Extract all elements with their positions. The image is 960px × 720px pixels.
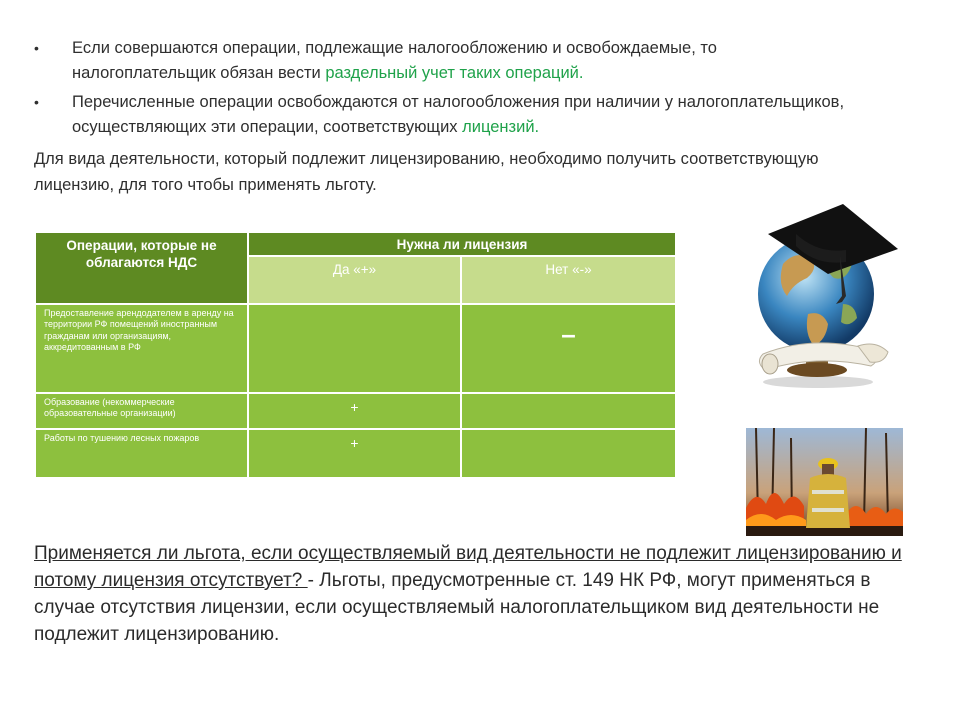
no-cell (461, 393, 676, 429)
bottom-answer: - Льготы, предусмотренные ст. 149 НК РФ, могут применяться в случае отсутствия лицензии, если осуществляемый налогоплательщиком вид деятельности не подлежит лицензированию. (34, 570, 880, 645)
bullet-text: Перечисленные операции освобождаются от налогообложения при наличии у налогоплательщиков, осуществляющих эти операции, соответствующих (72, 93, 845, 136)
col-license-header: Нужна ли лицензия (248, 232, 676, 256)
operations-table (34, 231, 677, 479)
col-operations-header: Операции, которые не облагаются НДС (35, 232, 248, 304)
yes-cell (248, 304, 461, 393)
table-row (35, 393, 676, 429)
bullet-dot-icon: • (34, 94, 39, 110)
no-cell (461, 429, 676, 478)
no-cell: – (461, 304, 676, 393)
table-row (35, 304, 676, 393)
bottom-text (34, 540, 914, 648)
globe-graduation-image (748, 194, 908, 394)
bullet-item (34, 36, 854, 86)
bullet-item (34, 90, 854, 140)
bullet-highlight: лицензий. (462, 118, 540, 136)
bottom-question: Применяется ли льгота, если осуществляемый вид деятельности не подлежит лицензированию и потому лицензия отсутствует? (34, 543, 902, 591)
table-row (35, 429, 676, 478)
license-paragraph: Для вида деятельности, который подлежит лицензированию, необходимо получить соответствующую лицензию, для того чтобы применять льготу. (34, 150, 819, 194)
bullet-list (34, 36, 854, 144)
yes-cell: + (248, 393, 461, 429)
bullet-dot-icon: • (34, 40, 39, 56)
col-yes-header: Да «+» (248, 256, 461, 304)
bullet-highlight: раздельный учет таких операций. (325, 64, 584, 82)
yes-cell: + (248, 429, 461, 478)
col-no-header: Нет «-» (461, 256, 676, 304)
bullet-text: Если совершаются операции, подлежащие налогообложению и освобождаемые, то налогоплательщик обязан вести (72, 39, 717, 82)
firefighter-image (746, 428, 903, 536)
operation-cell: Предоставление арендодателем в аренду на территории РФ помещений иностранным гражданам или организациям, аккредитованным в РФ (35, 304, 248, 393)
operation-cell: Работы по тушению лесных пожаров (35, 429, 248, 478)
operation-cell: Образование (некоммерческие образовательные организации) (35, 393, 248, 429)
